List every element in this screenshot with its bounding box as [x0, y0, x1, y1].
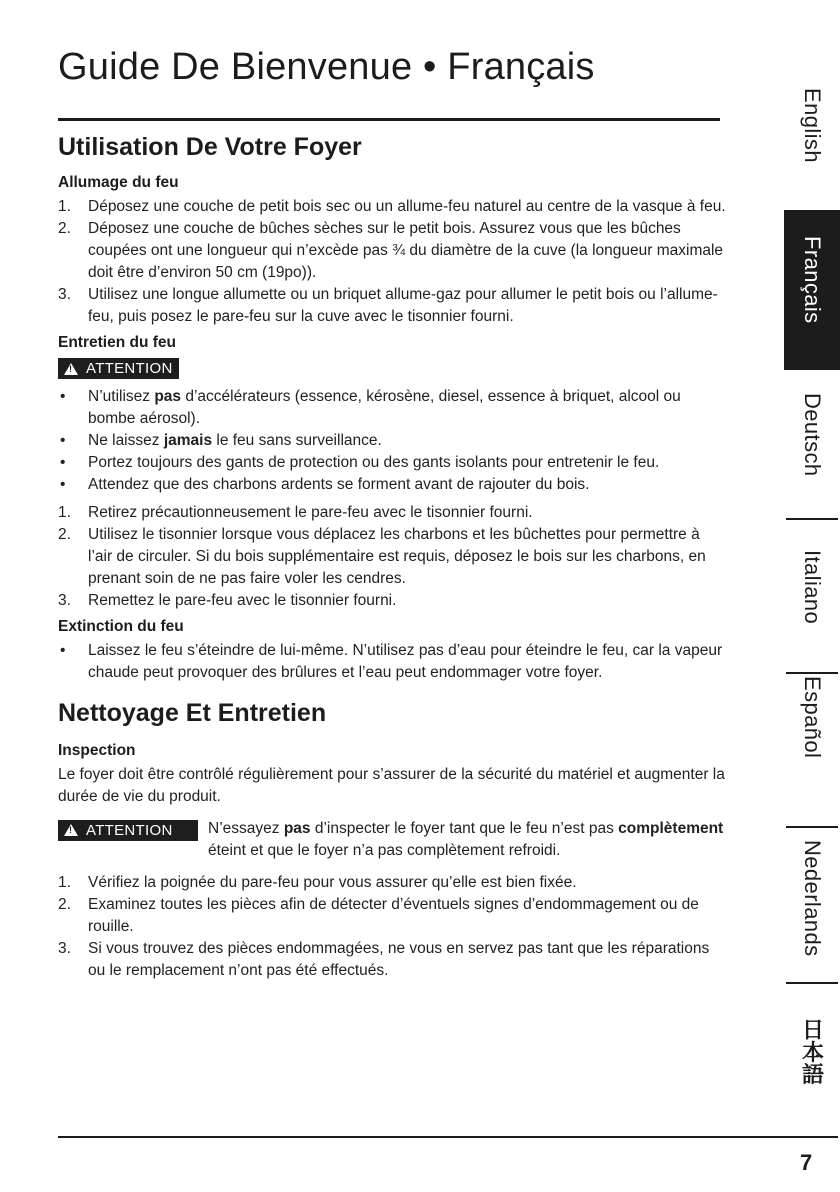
tab-italiano[interactable] [784, 550, 840, 670]
bullet: • [60, 431, 66, 449]
item-text: Retirez précautionneusement le pare-feu avec le tisonnier fourni. [88, 503, 533, 521]
inspection-warning [58, 820, 728, 862]
tab-divider [786, 672, 838, 674]
bullet: • [60, 475, 66, 493]
warning-text [208, 818, 728, 862]
tab-label: Español [800, 676, 825, 759]
item-text: Si vous trouvez des pièces endommagées, ne vous en servez pas tant que les réparations ou le remplacement n’ont pas été effectués. [88, 939, 710, 979]
item-text: le feu sans surveillance. [212, 431, 382, 449]
list-item [58, 894, 728, 938]
tab-divider [786, 518, 838, 520]
item-number: 2. [58, 895, 71, 913]
item-text: N’utilisez [88, 387, 155, 405]
list-item [58, 590, 728, 612]
warning-icon [64, 824, 78, 836]
item-number: 1. [58, 198, 71, 215]
attention-badge [58, 820, 198, 841]
tab-divider [786, 826, 838, 828]
list-item [58, 196, 728, 218]
bullet: • [60, 387, 66, 405]
section-maintain [58, 334, 728, 612]
tab-label: English [800, 88, 825, 163]
attention-label: ATTENTION [86, 360, 173, 377]
list-item [58, 938, 728, 982]
item-number: 1. [58, 503, 71, 521]
heading-cleaning: Nettoyage Et Entretien [58, 698, 327, 727]
item-number: 2. [58, 220, 71, 237]
list-item [58, 640, 728, 684]
list-item [58, 386, 728, 430]
section-lighting [58, 174, 728, 328]
item-text: Ne laissez [88, 431, 164, 449]
item-emphasis: jamais [163, 431, 213, 449]
tab-nederlands[interactable] [784, 840, 840, 980]
page-number: 7 [800, 1150, 813, 1175]
tab-label: Italiano [800, 550, 825, 625]
page-title: Guide De Bienvenue • Français [58, 46, 595, 88]
item-text: Déposez une couche de bûches sèches sur le petit bois. Assurez vous que les bûches coupées ont une longueur qui n’excède pas ¾ du diamètre de la cuve (la longueur maximale doit être d’environ 50 cm (19po)). [88, 220, 724, 281]
item-number: 3. [58, 939, 71, 957]
warning-emphasis: pas [283, 819, 311, 837]
item-text: Examinez toutes les pièces afin de détecter d’éventuels signes d’endommagement ou de rouille. [88, 895, 699, 935]
tab-english[interactable] [784, 88, 840, 188]
tab-deutsch[interactable] [784, 393, 840, 513]
item-number: 1. [58, 873, 71, 891]
item-number: 2. [58, 525, 71, 543]
list-item [58, 872, 728, 894]
warning-text-part: éteint et que le foyer n’a pas complètement refroidi. [208, 841, 561, 859]
tab-label: Nederlands [800, 840, 825, 957]
tab-label: Deutsch [800, 393, 825, 477]
item-text: Déposez une couche de petit bois sec ou un allume-feu naturel au centre de la vasque à feu. [88, 198, 726, 215]
warning-emphasis: complètement [618, 819, 724, 837]
item-text: Laissez le feu s’éteindre de lui-même. N’utilisez pas d’eau pour éteindre le feu, car la vapeur chaude peut provoquer des brûlures et l’eau peut endommager votre foyer. [88, 641, 723, 681]
item-number: 3. [58, 591, 71, 609]
list-item [58, 474, 728, 496]
heading-maintain: Entretien du feu [58, 334, 176, 351]
warning-text-part: N’essayez [208, 819, 284, 837]
list-item [58, 524, 728, 590]
item-text: Utilisez une longue allumette ou un briquet allume-gaz pour allumer le petit bois ou l’allume-feu, puis posez le pare-feu sur la cuve avec le tisonnier fourni. [88, 286, 718, 325]
item-text: d’accélérateurs (essence, kérosène, diesel, essence à briquet, alcool ou bombe aérosol). [88, 387, 681, 427]
item-text: Attendez que des charbons ardents se forment avant de rajouter du bois. [88, 475, 590, 493]
tab-label: Français [800, 236, 825, 324]
item-text: Vérifiez la poignée du pare-feu pour vous assurer qu’elle est bien fixée. [88, 873, 577, 891]
list-item [58, 284, 728, 328]
list-item [58, 430, 728, 452]
tab-label: 日本語 [799, 1018, 825, 1086]
item-text: Remettez le pare-feu avec le tisonnier fourni. [88, 591, 397, 609]
list-item [58, 502, 728, 524]
tab-espanol[interactable] [784, 676, 840, 796]
tab-divider [786, 982, 838, 984]
heading-extinguish: Extinction du feu [58, 617, 184, 635]
footer-divider [58, 1136, 838, 1138]
tab-japanese[interactable] [784, 1018, 840, 1098]
heading-inspection: Inspection [58, 741, 136, 759]
inspection-paragraph: Le foyer doit être contrôlé régulièrement pour s’assurer de la sécurité du matériel et augmenter la durée de vie du produit. [58, 765, 725, 805]
attention-badge [58, 358, 179, 379]
tab-francais[interactable] [784, 210, 840, 370]
heading-use: Utilisation De Votre Foyer [58, 133, 362, 161]
section-inspection [58, 742, 728, 982]
list-item [58, 218, 728, 284]
item-emphasis: pas [154, 387, 182, 405]
bullet: • [60, 453, 66, 471]
section-extinguish [58, 618, 728, 684]
list-item [58, 452, 728, 474]
item-text: Portez toujours des gants de protection ou des gants isolants pour entretenir le feu. [88, 453, 660, 471]
warning-text-part: d’inspecter le foyer tant que le feu n’est pas [310, 819, 619, 837]
item-text: Utilisez le tisonnier lorsque vous déplacez les charbons et les bûchettes pour permettre à l’air de circuler. Si du bois supplémentaire est requis, déposez le bois sur les charbons, en prenant soin de ne pas faire voler les cendres. [88, 525, 706, 587]
item-number: 3. [58, 286, 71, 303]
attention-label: ATTENTION [86, 821, 173, 839]
title-divider [58, 118, 720, 121]
bullet: • [60, 641, 66, 659]
heading-lighting: Allumage du feu [58, 174, 179, 191]
content [58, 133, 728, 988]
warning-icon [64, 363, 78, 375]
